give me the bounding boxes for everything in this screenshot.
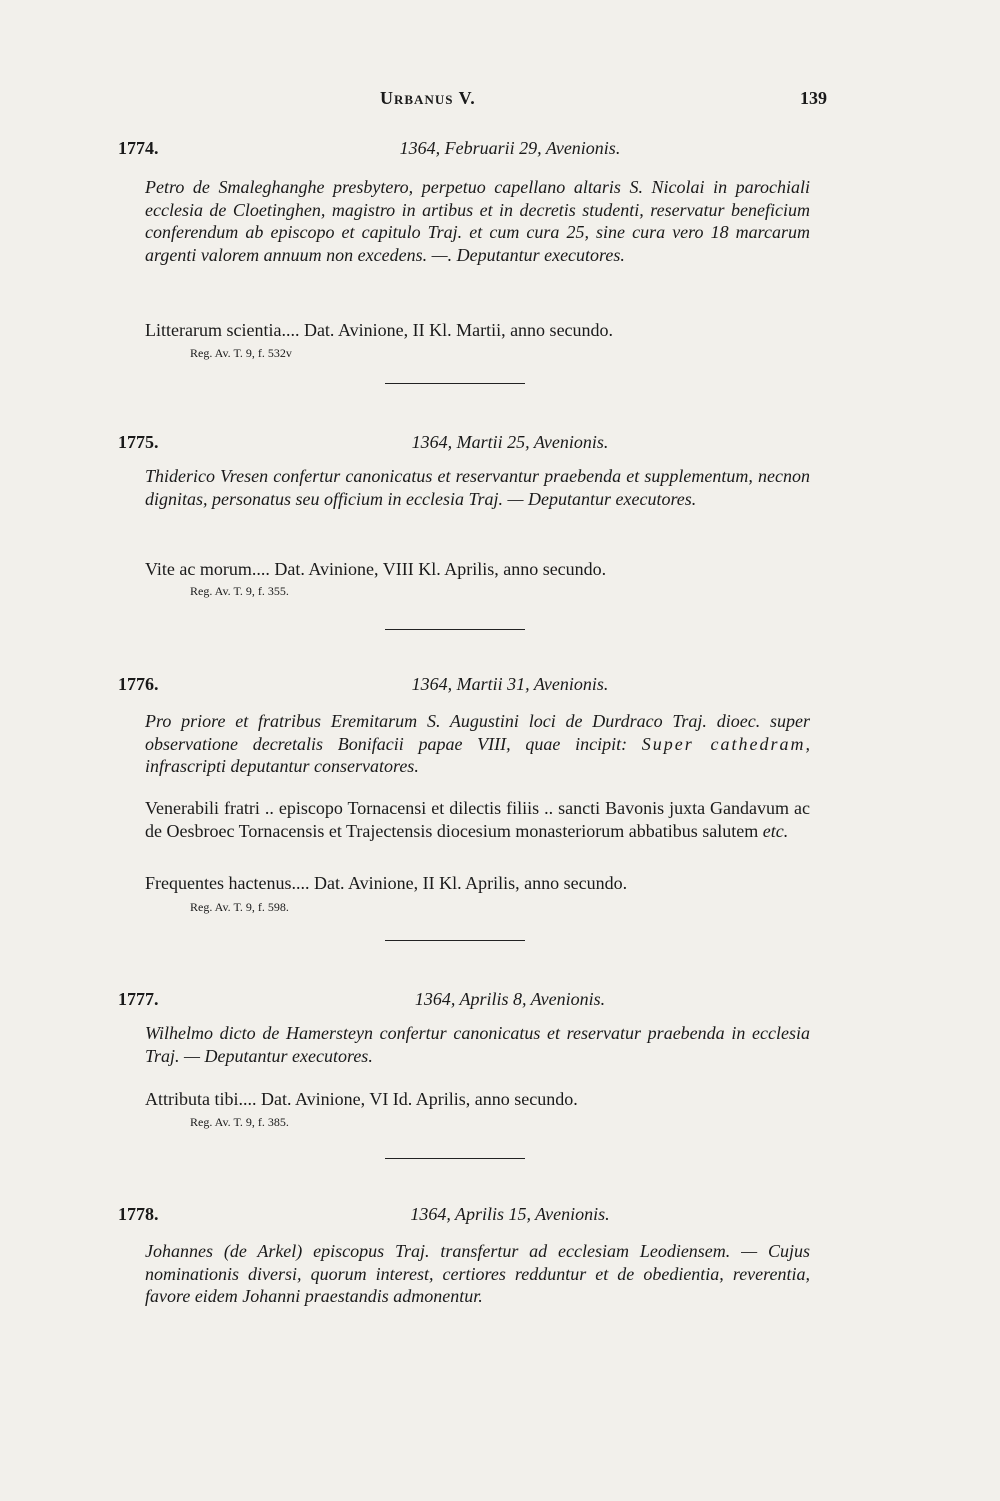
- entry-number: 1774.: [118, 138, 159, 158]
- register-reference: Reg. Av. T. 9, f. 598.: [190, 900, 289, 914]
- entry-date: 1364, Aprilis 15, Avenionis.: [410, 1204, 610, 1224]
- running-title: Urbanus V.: [380, 88, 476, 108]
- entry-number: 1778.: [118, 1204, 159, 1224]
- decretal-incipit: Super cathedram: [641, 733, 806, 754]
- entry-summary: [145, 176, 810, 266]
- entry-incipit: Vite ac morum.... Dat. Avinione, VIII Kl. Aprilis, anno secundo.: [145, 559, 607, 579]
- entry-incipit: Litterarum scientia.... Dat. Avinione, II Kl. Martii, anno secundo.: [145, 320, 614, 340]
- entry-date: 1364, Martii 31, Avenionis.: [411, 674, 609, 694]
- separator-rule: [385, 940, 525, 941]
- entry-number: 1775.: [118, 432, 159, 452]
- entry-date: 1364, Martii 25, Avenionis.: [411, 432, 609, 452]
- summary-text: Thiderico Vresen confertur canonicatus et reservantur praebenda et supplementum, necnon dignitas, personatus seu officium in ecclesia Traj. — Deputantur executores.: [145, 466, 810, 509]
- running-header: [0, 88, 1000, 112]
- separator-rule: [385, 383, 525, 384]
- summary-text: Johannes (de Arkel) episcopus Traj. transfertur ad ecclesiam Leodiensem. — Cujus nominationis diversi, quorum interest, certiores redduntur et de obedientia, reverentia, favore eidem Johanni praestandis admonentur.: [145, 1241, 810, 1306]
- entry-summary: [145, 1240, 810, 1308]
- entry-incipit: Frequentes hactenus.... Dat. Avinione, II Kl. Aprilis, anno secundo.: [145, 873, 628, 893]
- entry-date: 1364, Aprilis 8, Avenionis.: [414, 989, 606, 1009]
- summary-part: , infrascripti deputantur conservatores.: [145, 733, 810, 776]
- register-reference: Reg. Av. T. 9, f. 532v: [190, 346, 292, 360]
- body-etc: etc.: [762, 820, 789, 841]
- summary-text: Petro de Smaleghanghe presbytero, perpetuo capellano altaris S. Nicolai in parochiali ecclesia de Cloetinghen, magistro in artibus et in decretis studenti, reservatur beneficium conferendum ab episcopo et capitulo Traj. et cum cura 25, sine cura vero 18 marcarum argenti valorem annuum non excedens. —. Deputantur executores.: [145, 177, 810, 265]
- entry-date: 1364, Februarii 29, Avenionis.: [399, 138, 621, 158]
- entry-incipit: Attributa tibi.... Dat. Avinione, VI Id. Aprilis, anno secundo.: [145, 1089, 578, 1109]
- register-reference: Reg. Av. T. 9, f. 385.: [190, 1115, 289, 1129]
- entry-number: 1776.: [118, 674, 159, 694]
- register-reference: Reg. Av. T. 9, f. 355.: [190, 584, 289, 598]
- separator-rule: [385, 629, 525, 630]
- body-text: Venerabili fratri .. episcopo Tornacensi et dilectis filiis .. sancti Bavonis juxta Gandavum ac de Oesbroec Tornacensis et Trajectensis diocesium monasteriorum abbatibus salutem: [145, 798, 810, 841]
- separator-rule: [385, 1158, 525, 1159]
- page-number: 139: [800, 88, 827, 108]
- summary-text: Wilhelmo dicto de Hamersteyn confertur canonicatus et reservatur praebenda in ecclesia Traj. — Deputantur executores.: [145, 1023, 810, 1066]
- entry-number: 1777.: [118, 989, 159, 1009]
- entry-summary: [145, 465, 810, 510]
- entry-body: [145, 797, 810, 842]
- summary-text: [145, 710, 810, 778]
- entry-summary: [145, 1022, 810, 1067]
- summary-part: Pro priore et fratribus Eremitarum S. Augustini loci de Durdraco Traj. dioec. super observatione decretalis Bonifacii papae VIII, quae incipit:: [145, 711, 810, 754]
- entry-summary: [145, 710, 810, 778]
